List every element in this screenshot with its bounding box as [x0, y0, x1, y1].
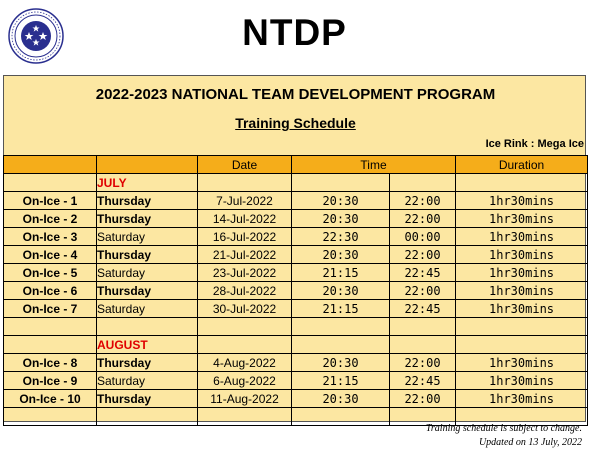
- session-cell: On-Ice - 10: [4, 390, 97, 408]
- session-cell: On-Ice - 6: [4, 282, 97, 300]
- header-blank-day: [97, 156, 198, 174]
- day-cell: Thursday: [97, 246, 198, 264]
- end-time-cell: 22:00: [390, 354, 456, 372]
- start-time-cell: 21:15: [292, 300, 390, 318]
- month-label: JULY: [97, 174, 198, 192]
- end-time-cell: 22:00: [390, 246, 456, 264]
- duration-cell: 1hr30mins: [456, 372, 588, 390]
- table-row: [4, 300, 588, 318]
- blank-cell: [198, 318, 292, 336]
- session-cell: On-Ice - 9: [4, 372, 97, 390]
- session-cell: On-Ice - 2: [4, 210, 97, 228]
- header-duration: Duration: [456, 156, 588, 174]
- start-time-cell: 20:30: [292, 246, 390, 264]
- duration-cell: 1hr30mins: [456, 246, 588, 264]
- table-row: [4, 264, 588, 282]
- month-row: [4, 174, 588, 192]
- schedule-table: [3, 155, 588, 426]
- duration-cell: 1hr30mins: [456, 390, 588, 408]
- blank-cell: [198, 174, 292, 192]
- schedule-subtitle: Training Schedule: [235, 115, 356, 131]
- date-cell: 11-Aug-2022: [198, 390, 292, 408]
- date-cell: 21-Jul-2022: [198, 246, 292, 264]
- page-title: NTDP: [242, 12, 347, 53]
- blank-cell: [292, 174, 390, 192]
- month-label: AUGUST: [97, 336, 198, 354]
- duration-cell: 1hr30mins: [456, 210, 588, 228]
- day-cell: Thursday: [97, 192, 198, 210]
- start-time-cell: 20:30: [292, 282, 390, 300]
- schedule-panel: [3, 75, 586, 422]
- blank-cell: [198, 336, 292, 354]
- end-time-cell: 22:45: [390, 372, 456, 390]
- date-cell: 6-Aug-2022: [198, 372, 292, 390]
- session-cell: On-Ice - 4: [4, 246, 97, 264]
- end-time-cell: 22:00: [390, 282, 456, 300]
- date-cell: 28-Jul-2022: [198, 282, 292, 300]
- month-row: [4, 336, 588, 354]
- table-row: [4, 192, 588, 210]
- date-cell: 7-Jul-2022: [198, 192, 292, 210]
- day-cell: Saturday: [97, 300, 198, 318]
- end-time-cell: 22:00: [390, 210, 456, 228]
- header-date: Date: [198, 156, 292, 174]
- day-cell: Saturday: [97, 228, 198, 246]
- table-row: [4, 210, 588, 228]
- table-row: [4, 372, 588, 390]
- table-row: [4, 228, 588, 246]
- program-title: 2022-2023 NATIONAL TEAM DEVELOPMENT PROGRAM: [95, 86, 496, 103]
- table-row: [4, 282, 588, 300]
- duration-cell: 1hr30mins: [456, 228, 588, 246]
- day-cell: Thursday: [97, 354, 198, 372]
- date-cell: 14-Jul-2022: [198, 210, 292, 228]
- day-cell: Thursday: [97, 210, 198, 228]
- blank-cell: [292, 408, 390, 426]
- start-time-cell: 20:30: [292, 390, 390, 408]
- blank-cell: [292, 318, 390, 336]
- blank-cell: [456, 336, 588, 354]
- start-time-cell: 22:30: [292, 228, 390, 246]
- date-cell: 16-Jul-2022: [198, 228, 292, 246]
- blank-cell: [456, 174, 588, 192]
- end-time-cell: 22:45: [390, 300, 456, 318]
- blank-cell: [292, 336, 390, 354]
- blank-cell: [4, 336, 97, 354]
- start-time-cell: 20:30: [292, 354, 390, 372]
- duration-cell: 1hr30mins: [456, 282, 588, 300]
- date-cell: 4-Aug-2022: [198, 354, 292, 372]
- table-row: [4, 390, 588, 408]
- day-cell: Thursday: [97, 390, 198, 408]
- session-cell: On-Ice - 3: [4, 228, 97, 246]
- table-row: [4, 354, 588, 372]
- day-cell: Saturday: [97, 264, 198, 282]
- start-time-cell: 20:30: [292, 210, 390, 228]
- session-cell: On-Ice - 1: [4, 192, 97, 210]
- change-notice: Training schedule is subject to change.: [425, 423, 582, 434]
- start-time-cell: 21:15: [292, 264, 390, 282]
- table-row: [4, 246, 588, 264]
- start-time-cell: 20:30: [292, 192, 390, 210]
- duration-cell: 1hr30mins: [456, 300, 588, 318]
- schedule-body: [4, 174, 588, 426]
- date-cell: 23-Jul-2022: [198, 264, 292, 282]
- end-time-cell: 22:00: [390, 390, 456, 408]
- duration-cell: 1hr30mins: [456, 354, 588, 372]
- blank-cell: [4, 318, 97, 336]
- session-cell: On-Ice - 8: [4, 354, 97, 372]
- blank-cell: [390, 318, 456, 336]
- duration-cell: 1hr30mins: [456, 264, 588, 282]
- start-time-cell: 21:15: [292, 372, 390, 390]
- table-header-row: [4, 156, 588, 174]
- blank-cell: [390, 336, 456, 354]
- ice-rink-label: Ice Rink : Mega Ice: [485, 138, 584, 150]
- blank-cell: [4, 408, 97, 426]
- blank-cell: [456, 318, 588, 336]
- blank-cell: [390, 174, 456, 192]
- end-time-cell: 22:00: [390, 192, 456, 210]
- date-cell: 30-Jul-2022: [198, 300, 292, 318]
- day-cell: Thursday: [97, 282, 198, 300]
- blank-cell: [4, 174, 97, 192]
- session-cell: On-Ice - 7: [4, 300, 97, 318]
- header-blank-session: [4, 156, 97, 174]
- duration-cell: 1hr30mins: [456, 192, 588, 210]
- blank-cell: [97, 408, 198, 426]
- blank-cell: [97, 318, 198, 336]
- end-time-cell: 00:00: [390, 228, 456, 246]
- day-cell: Saturday: [97, 372, 198, 390]
- blank-cell: [198, 408, 292, 426]
- end-time-cell: 22:45: [390, 264, 456, 282]
- header-time: Time: [292, 156, 456, 174]
- updated-date: Updated on 13 July, 2022: [478, 437, 582, 448]
- spacer-row: [4, 318, 588, 336]
- session-cell: On-Ice - 5: [4, 264, 97, 282]
